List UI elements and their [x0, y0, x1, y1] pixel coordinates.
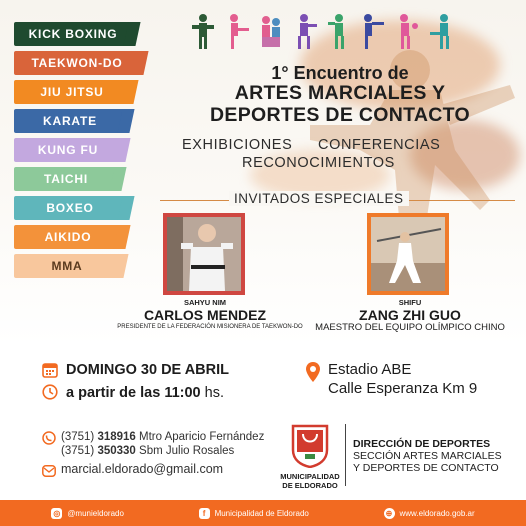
- time-suffix: hs.: [204, 385, 224, 401]
- event-title-line1: 1° Encuentro de: [271, 63, 409, 83]
- phone2-number: 350330: [97, 445, 136, 457]
- facebook-icon: f: [199, 508, 210, 519]
- discipline-icons-row: [190, 12, 454, 50]
- footer-facebook[interactable]: [199, 508, 309, 519]
- event-title-line2: ARTES MARCIALES Y: [234, 82, 446, 104]
- municipality-shield-icon: [291, 424, 329, 473]
- discipline-kick-boxing: KICK BOXING: [14, 22, 132, 46]
- clock-icon: [42, 384, 58, 405]
- venue-name: Estadio ABE: [328, 361, 412, 378]
- instagram-handle: @munieldorado: [67, 508, 124, 518]
- activity-conferencias: CONFERENCIAS: [318, 137, 441, 153]
- kickboxing-figure-icon: [190, 12, 216, 50]
- discipline-taekwon-do: TAEKWON-DO: [14, 51, 140, 75]
- discipline-kung-fu: KUNG FU: [14, 138, 122, 162]
- phone2-area: (3751): [61, 445, 95, 457]
- footer-instagram[interactable]: [51, 508, 124, 519]
- globe-icon: ⊕: [384, 508, 395, 519]
- footer-website[interactable]: [384, 508, 475, 519]
- guest-photo-carlos-mendez: [163, 213, 245, 295]
- municipality-label: [270, 472, 350, 490]
- discipline-boxeo: BOXEO: [14, 196, 126, 220]
- discipline-aikido: AIKIDO: [14, 225, 122, 249]
- discipline-karate: KARATE: [14, 109, 126, 133]
- event-time: [66, 385, 224, 401]
- municipality-line2: DE ELDORADO: [282, 481, 338, 490]
- phone1: [61, 431, 264, 443]
- event-title-line3: DEPORTES DE CONTACTO: [210, 104, 470, 126]
- jiujitsu-figure-icon: [258, 12, 284, 50]
- phone1-number: 318916: [97, 431, 136, 443]
- discipline-taichi: TAICHI: [14, 167, 118, 191]
- contact-email: marcial.eldorado@gmail.com: [61, 462, 224, 476]
- aikido-figure-icon: [428, 12, 454, 50]
- footer-bar: [0, 500, 526, 526]
- guest-photo-zang-zhi-guo: [367, 213, 449, 295]
- dept-title: DIRECCIÓN DE DEPORTES: [353, 438, 491, 450]
- guests-heading: INVITADOS ESPECIALES: [229, 191, 409, 206]
- instagram-icon: ◎: [51, 508, 62, 519]
- whatsapp-icon: [42, 431, 56, 450]
- activity-reconocimientos: RECONOCIMIENTOS: [242, 155, 395, 171]
- discipline-mma: MMA: [14, 254, 120, 278]
- time-prefix: a partir de las: [66, 385, 161, 401]
- venue-address: Calle Esperanza Km 9: [328, 380, 478, 397]
- boxing-figure-icon: [394, 12, 420, 50]
- phone2-name: Sbm Julio Rosales: [139, 445, 235, 457]
- phone1-area: (3751): [61, 431, 95, 443]
- dept-line2: Y DEPORTES DE CONTACTO: [353, 462, 499, 474]
- dept-line1: SECCIÓN ARTES MARCIALES: [353, 450, 502, 462]
- guest2-name: ZANG ZHI GUO: [359, 307, 461, 323]
- facebook-page: Municipalidad de Eldorado: [214, 508, 309, 518]
- event-date: DOMINGO 30 DE ABRIL: [66, 362, 230, 378]
- guest1-name: CARLOS MENDEZ: [143, 307, 267, 323]
- guest2-rank: SHIFU: [398, 298, 422, 307]
- calendar-icon: [42, 362, 58, 383]
- time-value: 11:00: [164, 385, 201, 401]
- guest2-role: MAESTRO DEL EQUIPO OLÍMPICO CHINO: [315, 322, 505, 333]
- phone2: [61, 445, 234, 457]
- activity-exhibiciones: EXHIBICIONES: [182, 137, 293, 153]
- phone1-name: Mtro Aparicio Fernández: [139, 431, 265, 443]
- website-url: www.eldorado.gob.ar: [399, 508, 475, 518]
- location-pin-icon: [306, 362, 320, 387]
- taekwondo-figure-icon: [360, 12, 386, 50]
- org-divider: [345, 424, 346, 486]
- karate-figure-icon: [292, 12, 318, 50]
- discipline-jiu-jitsu: JIU JITSU: [14, 80, 130, 104]
- martial-kick-figure-icon: [224, 12, 250, 50]
- email-icon: [42, 464, 56, 482]
- guest1-role: PRESIDENTE DE LA FEDERACIÓN MISIONERA DE TAEKWON-DO: [117, 324, 303, 330]
- municipality-line1: MUNICIPALIDAD: [280, 472, 340, 481]
- guest1-rank: SAHYU NIM: [183, 298, 227, 307]
- kungfu-figure-icon: [326, 12, 352, 50]
